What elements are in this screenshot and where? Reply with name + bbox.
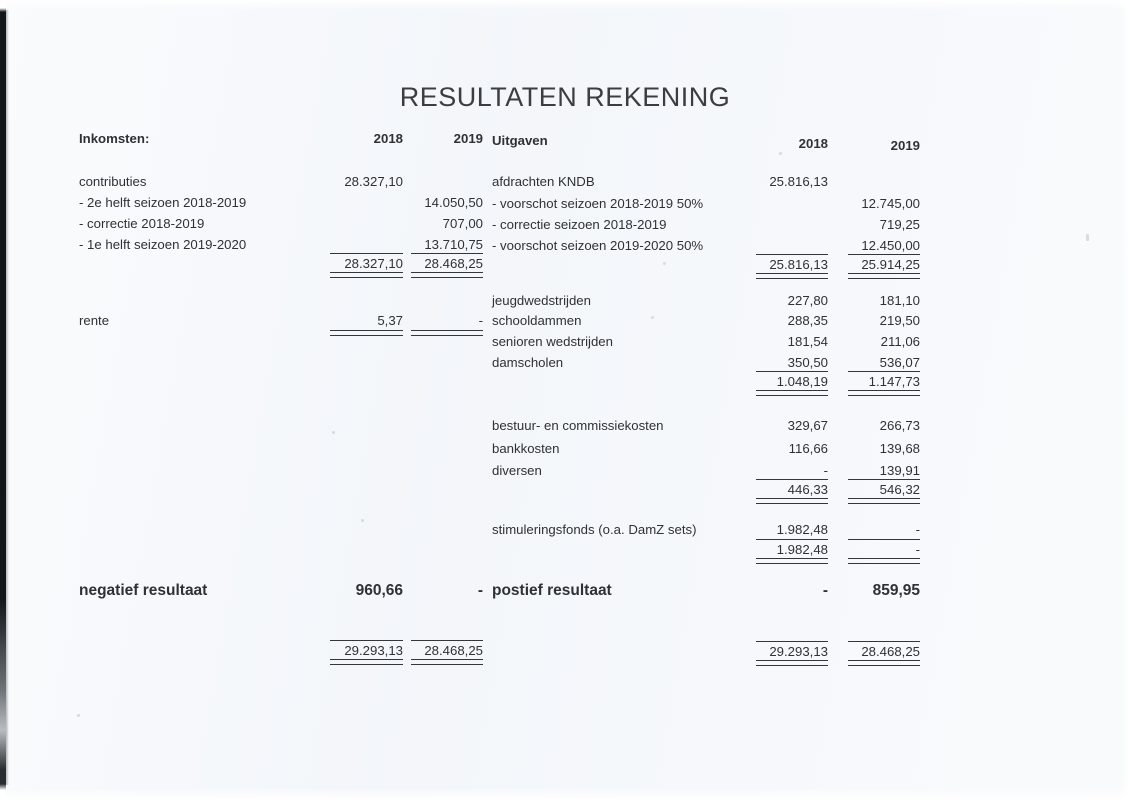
expense-row-label: senioren wedstrijden [492, 334, 613, 349]
income-grandtotal-2019: 28.468,25 [424, 643, 483, 658]
expense-row-2018: 329,67 [787, 418, 828, 433]
expense-competitions-subtotal-2018: 1.048,19 [776, 374, 828, 389]
expense-stimuleringsfonds-subtotal-2019: - [915, 542, 920, 557]
expense-row-2019: 536,07 [879, 355, 920, 370]
expense-row-2019: 719,25 [879, 217, 920, 232]
expense-row-label: jeugdwedstrijden [492, 293, 591, 308]
expense-administration-subtotal-rule-2019 [848, 479, 920, 480]
income-header-year-2019: 2019 [453, 131, 483, 146]
expense-kndb-double-rule-2018 [756, 273, 828, 279]
expense-row-2018: 227,80 [787, 293, 828, 308]
expense-grandtotal-rule-2018 [756, 641, 828, 642]
negative-result-label: negatief resultaat [79, 582, 208, 599]
expense-competitions-double-rule-2018 [756, 390, 828, 396]
expense-administration-subtotal-2018: 446,33 [787, 482, 828, 497]
income-row-label: - correctie 2018-2019 [79, 216, 205, 231]
income-subtotal-rule-2018 [330, 253, 403, 254]
income-subtotal-2019: 28.468,25 [424, 256, 483, 271]
income-row-label: - 2e helft seizoen 2018-2019 [79, 195, 247, 210]
scan-speck [651, 316, 654, 319]
income-row-2019: 13.710,75 [424, 237, 483, 252]
income-row-contributies-2018: 28.327,10 [344, 174, 403, 189]
expense-grandtotal-double-rule-2019 [848, 660, 920, 666]
expense-grandtotal-2018: 29.293,13 [769, 644, 828, 659]
income-row-rente-2018: 5,37 [377, 313, 403, 328]
expense-grandtotal-rule-2019 [848, 641, 920, 642]
scan-speck [332, 431, 335, 434]
expense-administration-subtotal-2019: 546,32 [879, 482, 920, 497]
scan-speck [1086, 234, 1089, 241]
expense-administration-double-rule-2018 [756, 498, 828, 504]
paper-top-edge [0, 0, 1130, 10]
scan-speck [361, 519, 364, 522]
income-grandtotal-double-rule-2019 [411, 659, 483, 665]
scanner-left-shadow-artifact [6, 10, 9, 785]
expense-header-year-2018: 2018 [798, 136, 828, 151]
expense-grandtotal-double-rule-2018 [756, 660, 828, 666]
expense-row-label: - correctie seizoen 2018-2019 [492, 217, 667, 232]
income-grandtotal-rule-2018 [330, 640, 403, 641]
expense-row-2019: 139,91 [879, 463, 920, 478]
expense-row-2019: 266,73 [879, 418, 920, 433]
expense-competitions-subtotal-rule-2018 [756, 371, 828, 372]
income-subtotal-rule-2019 [411, 253, 483, 254]
expense-row-stimuleringsfonds-label: stimuleringsfonds (o.a. DamZ sets) [492, 522, 697, 537]
income-grandtotal-2018: 29.293,13 [344, 643, 403, 658]
expense-stimuleringsfonds-subtotal-rule-2018 [756, 539, 828, 540]
expense-row-label: - voorschot seizoen 2018-2019 50% [492, 196, 704, 211]
income-row-2019: 707,00 [442, 216, 483, 231]
expense-grandtotal-2019: 28.468,25 [861, 644, 920, 659]
expense-row-2018: 288,35 [787, 313, 828, 328]
expense-competitions-double-rule-2019 [848, 390, 920, 396]
expense-row-label: bankkosten [492, 441, 560, 456]
expense-row-2019: 139,68 [879, 441, 920, 456]
expense-kndb-subtotal-rule-2019 [848, 254, 920, 255]
income-row-rente-2019: - [478, 313, 483, 328]
negative-result-2019: - [477, 582, 483, 599]
income-row-label: - 1e helft seizoen 2019-2020 [79, 237, 247, 252]
positive-result-2019: 859,95 [872, 582, 920, 599]
expense-row-stimuleringsfonds-2018: 1.982,48 [776, 522, 828, 537]
expense-kndb-subtotal-2018: 25.816,13 [769, 257, 828, 272]
income-subtotal-double-rule-2019 [411, 272, 483, 278]
expense-row-kndb-label: afdrachten KNDB [492, 174, 595, 189]
positive-result-2018: - [822, 582, 828, 599]
expense-stimuleringsfonds-double-rule-2018 [756, 558, 828, 564]
expense-stimuleringsfonds-subtotal-rule-2019 [848, 539, 920, 540]
expense-stimuleringsfonds-subtotal-2018: 1.982,48 [776, 542, 828, 557]
income-row-2019: 14.050,50 [424, 195, 483, 210]
paper-right-edge [1120, 0, 1130, 800]
income-grandtotal-rule-2019 [411, 640, 483, 641]
income-subtotal-double-rule-2018 [330, 272, 403, 278]
expense-row-2018: 181,54 [787, 334, 828, 349]
expense-row-2019: 219,50 [879, 313, 920, 328]
expense-row-2019: 181,10 [879, 293, 920, 308]
expense-header-year-2019: 2019 [890, 138, 920, 153]
expense-row-label: schooldammen [492, 313, 582, 328]
expense-competitions-subtotal-2019: 1.147,73 [868, 374, 920, 389]
scan-speck [77, 714, 80, 717]
page-title: RESULTATEN REKENING [399, 82, 731, 112]
scan-speck [663, 262, 666, 265]
expense-row-2019: 211,06 [880, 334, 920, 349]
expense-kndb-double-rule-2019 [848, 273, 920, 279]
paper-bottom-edge [0, 788, 1130, 800]
income-header-year-2018: 2018 [373, 131, 403, 146]
income-grandtotal-double-rule-2018 [330, 659, 403, 665]
expense-kndb-subtotal-rule-2018 [756, 254, 828, 255]
expense-row-2018: 116,66 [788, 441, 828, 456]
income-subtotal-2018: 28.327,10 [344, 256, 403, 271]
expense-row-stimuleringsfonds-2019: - [915, 522, 920, 537]
expense-row-label: diversen [492, 463, 542, 478]
income-section-header: Inkomsten: [79, 131, 150, 146]
expense-administration-double-rule-2019 [848, 498, 920, 504]
expense-kndb-subtotal-2019: 25.914,25 [861, 257, 920, 272]
expense-competitions-subtotal-rule-2019 [848, 371, 920, 372]
expense-row-kndb-2018: 25.816,13 [769, 174, 828, 189]
expense-row-2019: 12.745,00 [861, 196, 920, 211]
income-row-contributies-label: contributies [79, 174, 147, 189]
expense-row-2018: 350,50 [787, 355, 828, 370]
expense-row-2018: - [823, 463, 828, 478]
expense-stimuleringsfonds-double-rule-2019 [848, 558, 920, 564]
negative-result-2018: 960,66 [355, 582, 403, 599]
positive-result-label: postief resultaat [492, 582, 612, 599]
income-row-rente-label: rente [79, 313, 110, 328]
expense-row-label: damscholen [492, 355, 564, 370]
expense-row-2019: 12.450,00 [861, 238, 920, 253]
expense-row-label: - voorschot seizoen 2019-2020 50% [492, 238, 704, 253]
expense-section-header: Uitgaven [492, 133, 548, 148]
income-rente-double-rule-2018 [330, 330, 403, 336]
expense-administration-subtotal-rule-2018 [756, 479, 828, 480]
expense-row-label: bestuur- en commissiekosten [492, 418, 664, 433]
income-rente-double-rule-2019 [411, 330, 483, 336]
scan-speck [779, 152, 782, 155]
